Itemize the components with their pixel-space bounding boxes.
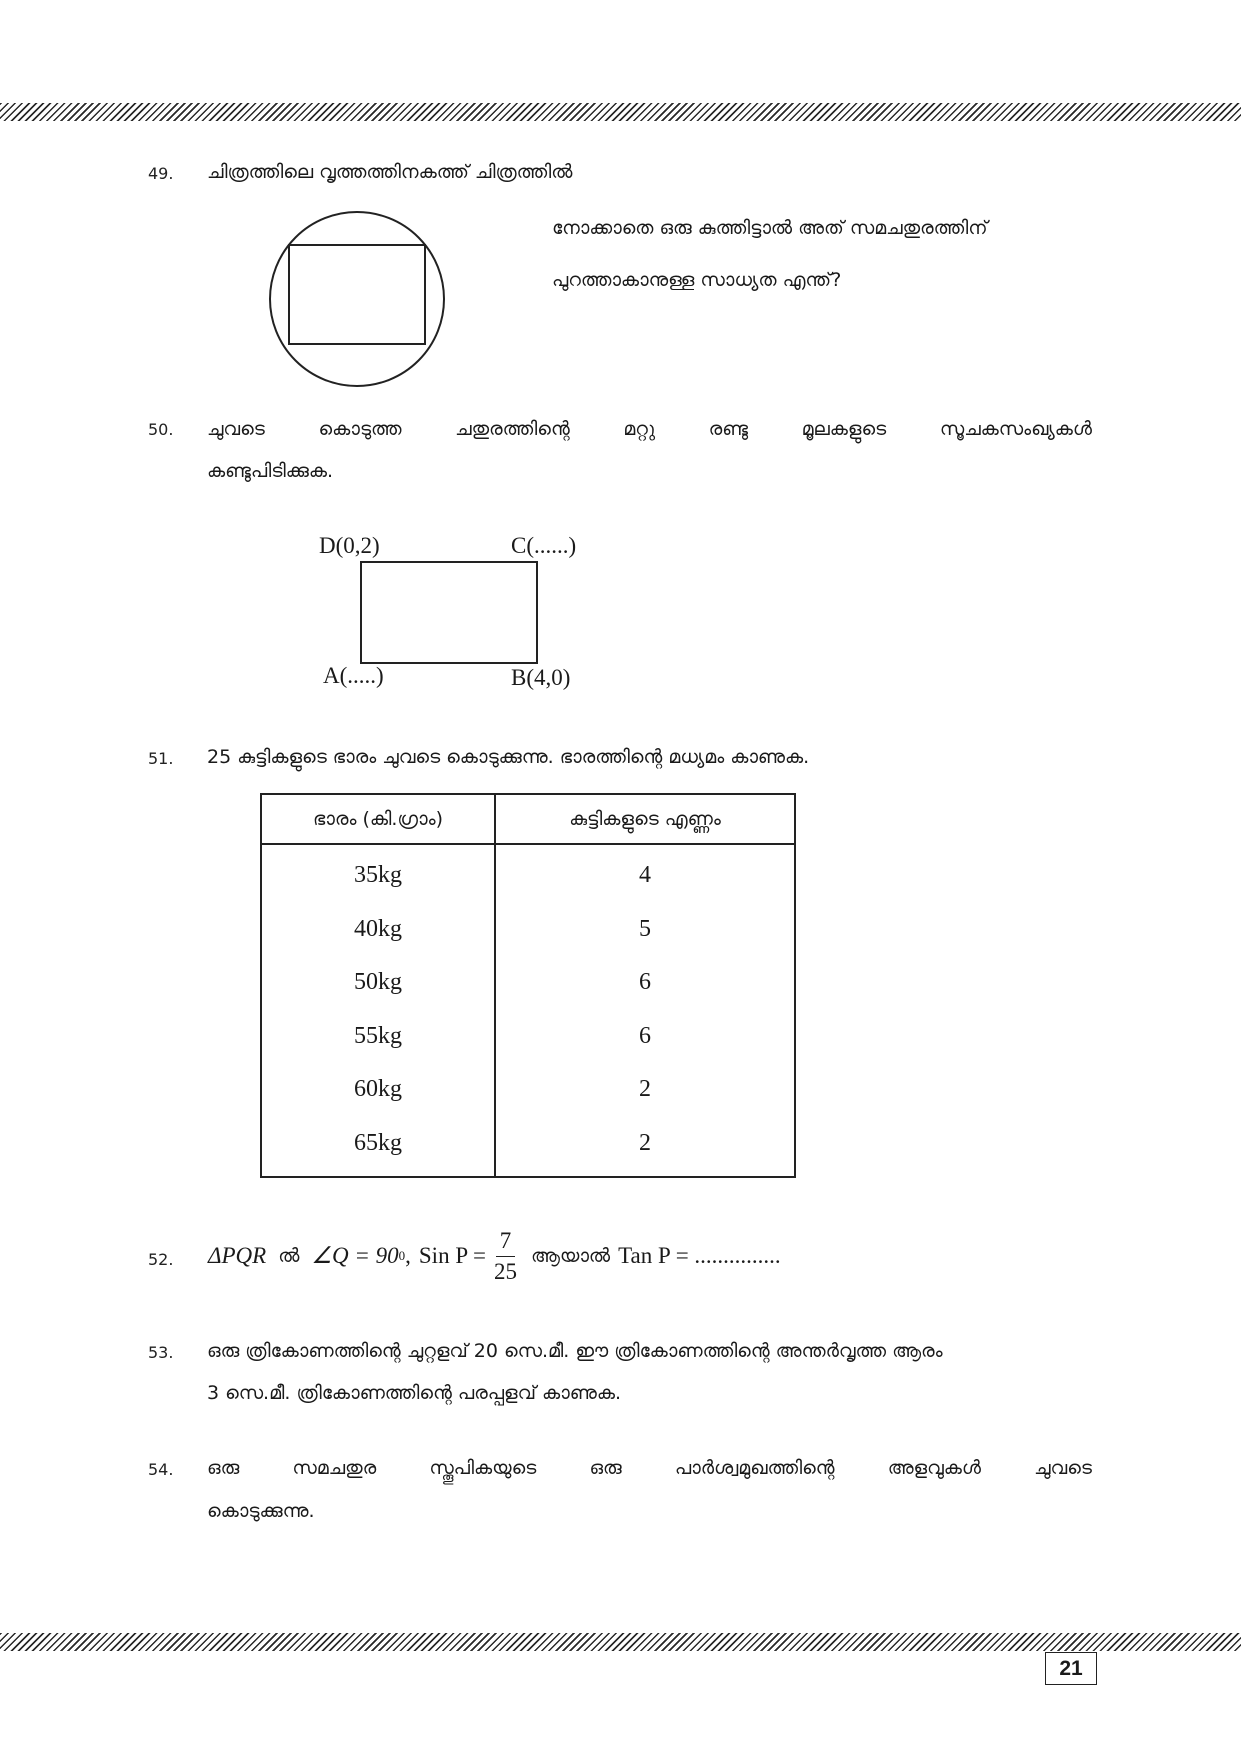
page-number: 21 <box>1045 1652 1097 1685</box>
q50-label-c: C(......) <box>511 533 577 558</box>
cell-count: 4 <box>639 862 651 889</box>
q49-line1: ചിത്രത്തിലെ വൃത്തത്തിനകത്ത് ചിത്രത്തിൽ <box>207 161 573 183</box>
table-row <box>261 1117 795 1178</box>
q49-circle <box>270 212 444 386</box>
q50-rectangle <box>360 561 538 664</box>
q50-label-a: A(.....) <box>323 663 384 688</box>
q52-number: 52. <box>148 1250 174 1269</box>
header-weight: ഭാരം (കി.ഗ്രാം) <box>261 794 495 844</box>
cell-count: 2 <box>639 1076 651 1103</box>
q52-sin: Sin P = <box>418 1243 486 1268</box>
q49-line3: പുറത്താകാനുള്ള സാധ്യത എന്ത്? <box>552 269 842 291</box>
q52-denominator: 25 <box>493 1258 517 1284</box>
table-row <box>261 1010 795 1064</box>
q54-line2: കൊടുക്കുന്നു. <box>207 1500 315 1522</box>
q52-ayal: ആയാൽ <box>530 1245 611 1267</box>
q49-circle-square-figure <box>268 210 450 392</box>
q50-number: 50. <box>148 420 174 439</box>
cell-count: 2 <box>639 1129 651 1156</box>
q52-math-line <box>208 1226 781 1286</box>
q49-inscribed-rectangle <box>289 245 425 344</box>
q52-comma: , <box>405 1243 411 1268</box>
q53-line2: 3 സെ.മീ. ത്രികോണത്തിന്റെ പരപ്പളവ് കാണുക. <box>207 1382 621 1404</box>
q53-line1: ഒരു ത്രികോണത്തിന്റെ ചുറ്റളവ് 20 സെ.മീ. ഈ ത്രികോണത്തിന്റെ അന്തർവൃത്ത ആരം <box>207 1340 943 1362</box>
top-hatch-border <box>0 103 1241 121</box>
q52-il: ൽ <box>278 1245 300 1267</box>
cell-weight: 55kg <box>261 1010 495 1064</box>
table-row <box>261 903 795 957</box>
table-row <box>261 956 795 1010</box>
bottom-hatch-border <box>0 1633 1241 1651</box>
cell-weight: 50kg <box>261 956 495 1010</box>
q52-fraction <box>490 1228 521 1285</box>
q51-weight-table <box>260 793 796 1178</box>
cell-weight: 35kg <box>261 844 495 903</box>
table-header-row <box>261 794 795 844</box>
q50-label-b: B(4,0) <box>511 665 571 690</box>
cell-weight: 60kg <box>261 1063 495 1117</box>
q54-number: 54. <box>148 1460 174 1479</box>
cell-count: 5 <box>639 915 651 942</box>
q49-line2: നോക്കാതെ ഒരു കുത്തിട്ടാൽ അത് സമചതുരത്തിന് <box>552 217 988 239</box>
table-row <box>261 1063 795 1117</box>
cell-weight: 65kg <box>261 1117 495 1178</box>
q50-label-d: D(0,2) <box>319 533 380 558</box>
q51-number: 51. <box>148 749 174 768</box>
table-row <box>261 844 795 903</box>
q52-angle: ∠Q = 90 <box>311 1243 399 1268</box>
q50-line2: കണ്ടുപിടിക്കുക. <box>207 460 334 482</box>
q50-line1: ചുവടെ കൊടുത്ത ചതുരത്തിന്റെ മറ്റു രണ്ടു മൂലകളുടെ സൂചകസംഖ്യകൾ <box>207 418 1092 440</box>
q54-line1: ഒരു സമചതുര സ്തൂപികയുടെ ഒരു പാർശ്വമുഖത്തിന്റെ അളവുകൾ ചുവടെ <box>207 1457 1092 1479</box>
q53-number: 53. <box>148 1343 174 1362</box>
cell-count: 6 <box>639 1022 651 1049</box>
cell-weight: 40kg <box>261 903 495 957</box>
header-count: കുട്ടികളുടെ എണ്ണം <box>495 794 795 844</box>
q52-tan: Tan P = ............... <box>618 1243 781 1268</box>
q52-numerator: 7 <box>496 1228 516 1257</box>
q52-degree: 0 <box>398 1248 406 1263</box>
q51-text: 25 കുട്ടികളുടെ ഭാരം ചുവടെ കൊടുക്കുന്നു. ഭാരത്തിന്റെ മധ്യമം കാണുക. <box>207 746 810 768</box>
cell-count: 6 <box>639 969 651 996</box>
q49-number: 49. <box>148 164 174 183</box>
q52-triangle: ΔPQR <box>208 1243 267 1268</box>
